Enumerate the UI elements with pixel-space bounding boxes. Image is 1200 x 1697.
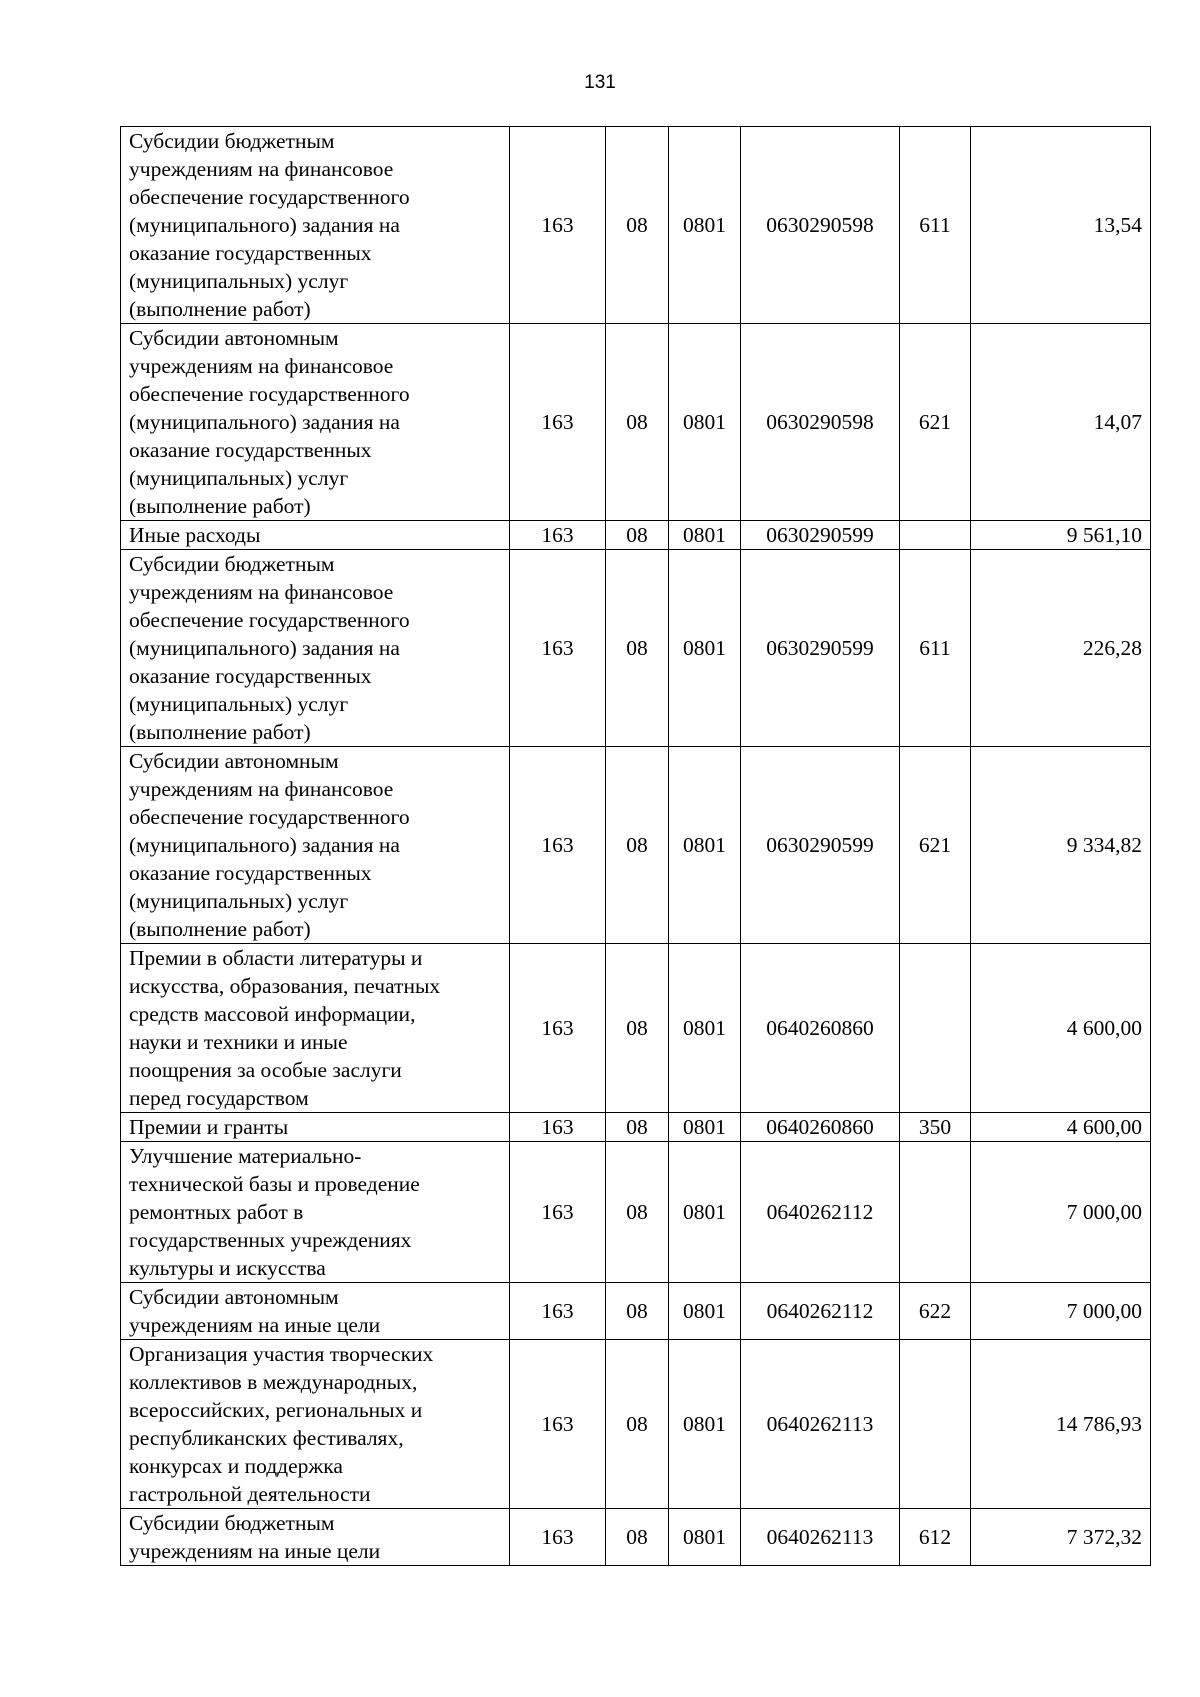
section-code-cell: 08	[606, 127, 669, 324]
row-description: Субсидии автономным учреждениям на финансовое обеспечение государственного (муниципального) задания на оказание государственных (муниципальных) услуг (выполнение работ)	[121, 747, 510, 944]
amount-cell: 14 786,93	[971, 1340, 1151, 1509]
target-code-cell: 0640262113	[741, 1509, 900, 1566]
code-cell: 163	[510, 324, 606, 521]
expense-type-cell	[900, 521, 971, 550]
section-code-cell: 08	[606, 1509, 669, 1566]
code-cell: 163	[510, 1509, 606, 1566]
code-cell: 163	[510, 944, 606, 1113]
subsection-code-cell: 0801	[669, 1142, 741, 1283]
table-row	[121, 1142, 1151, 1283]
expense-type-cell: 611	[900, 550, 971, 747]
table-row	[121, 127, 1151, 324]
expense-type-cell: 621	[900, 747, 971, 944]
target-code-cell: 0640262112	[741, 1142, 900, 1283]
page-number: 131	[584, 72, 616, 93]
subsection-code-cell: 0801	[669, 1340, 741, 1509]
code-cell: 163	[510, 1142, 606, 1283]
subsection-code-cell: 0801	[669, 550, 741, 747]
amount-cell: 14,07	[971, 324, 1151, 521]
amount-cell: 7 000,00	[971, 1142, 1151, 1283]
amount-cell: 226,28	[971, 550, 1151, 747]
target-code-cell: 0640262112	[741, 1283, 900, 1340]
subsection-code-cell: 0801	[669, 1113, 741, 1142]
code-cell: 163	[510, 1340, 606, 1509]
target-code-cell: 0630290599	[741, 521, 900, 550]
expense-type-cell	[900, 1340, 971, 1509]
code-cell: 163	[510, 1113, 606, 1142]
section-code-cell: 08	[606, 1340, 669, 1509]
subsection-code-cell: 0801	[669, 127, 741, 324]
amount-cell: 4 600,00	[971, 1113, 1151, 1142]
subsection-code-cell: 0801	[669, 1509, 741, 1566]
expense-type-cell: 612	[900, 1509, 971, 1566]
row-description: Субсидии автономным учреждениям на финансовое обеспечение государственного (муниципального) задания на оказание государственных (муниципальных) услуг (выполнение работ)	[121, 324, 510, 521]
table-row	[121, 1509, 1151, 1566]
amount-cell: 9 561,10	[971, 521, 1151, 550]
expense-type-cell: 621	[900, 324, 971, 521]
row-description: Субсидии автономным учреждениям на иные цели	[121, 1283, 510, 1340]
expense-type-cell: 622	[900, 1283, 971, 1340]
amount-cell: 9 334,82	[971, 747, 1151, 944]
target-code-cell: 0630290598	[741, 324, 900, 521]
target-code-cell: 0640260860	[741, 944, 900, 1113]
table-row	[121, 521, 1151, 550]
subsection-code-cell: 0801	[669, 324, 741, 521]
table-row	[121, 747, 1151, 944]
code-cell: 163	[510, 550, 606, 747]
table-row	[121, 1340, 1151, 1509]
amount-cell: 7 000,00	[971, 1283, 1151, 1340]
section-code-cell: 08	[606, 1142, 669, 1283]
expense-type-cell	[900, 944, 971, 1113]
row-description: Организация участия творческих коллективов в международных, всероссийских, региональных и республиканских фестивалях, конкурсах и поддержка гастрольной деятельности	[121, 1340, 510, 1509]
target-code-cell: 0640262113	[741, 1340, 900, 1509]
section-code-cell: 08	[606, 521, 669, 550]
subsection-code-cell: 0801	[669, 944, 741, 1113]
expense-type-cell: 611	[900, 127, 971, 324]
amount-cell: 13,54	[971, 127, 1151, 324]
section-code-cell: 08	[606, 747, 669, 944]
target-code-cell: 0630290598	[741, 127, 900, 324]
table-row	[121, 1283, 1151, 1340]
target-code-cell: 0630290599	[741, 747, 900, 944]
row-description: Субсидии бюджетным учреждениям на иные цели	[121, 1509, 510, 1566]
code-cell: 163	[510, 747, 606, 944]
expense-type-cell: 350	[900, 1113, 971, 1142]
table-row	[121, 550, 1151, 747]
amount-cell: 7 372,32	[971, 1509, 1151, 1566]
table-row	[121, 944, 1151, 1113]
subsection-code-cell: 0801	[669, 521, 741, 550]
target-code-cell: 0630290599	[741, 550, 900, 747]
table-row	[121, 324, 1151, 521]
section-code-cell: 08	[606, 1283, 669, 1340]
row-description: Улучшение материально- технической базы и проведение ремонтных работ в государственных учреждениях культуры и искусства	[121, 1142, 510, 1283]
section-code-cell: 08	[606, 324, 669, 521]
amount-cell: 4 600,00	[971, 944, 1151, 1113]
section-code-cell: 08	[606, 1113, 669, 1142]
subsection-code-cell: 0801	[669, 747, 741, 944]
row-description: Субсидии бюджетным учреждениям на финансовое обеспечение государственного (муниципального) задания на оказание государственных (муниципальных) услуг (выполнение работ)	[121, 127, 510, 324]
expense-type-cell	[900, 1142, 971, 1283]
target-code-cell: 0640260860	[741, 1113, 900, 1142]
row-description: Иные расходы	[121, 521, 510, 550]
row-description: Премии в области литературы и искусства, образования, печатных средств массовой информации, науки и техники и иные поощрения за особые заслуги перед государством	[121, 944, 510, 1113]
budget-table	[120, 126, 1151, 1566]
code-cell: 163	[510, 1283, 606, 1340]
row-description: Премии и гранты	[121, 1113, 510, 1142]
code-cell: 163	[510, 127, 606, 324]
row-description: Субсидии бюджетным учреждениям на финансовое обеспечение государственного (муниципального) задания на оказание государственных (муниципальных) услуг (выполнение работ)	[121, 550, 510, 747]
subsection-code-cell: 0801	[669, 1283, 741, 1340]
section-code-cell: 08	[606, 944, 669, 1113]
section-code-cell: 08	[606, 550, 669, 747]
code-cell: 163	[510, 521, 606, 550]
table-row	[121, 1113, 1151, 1142]
